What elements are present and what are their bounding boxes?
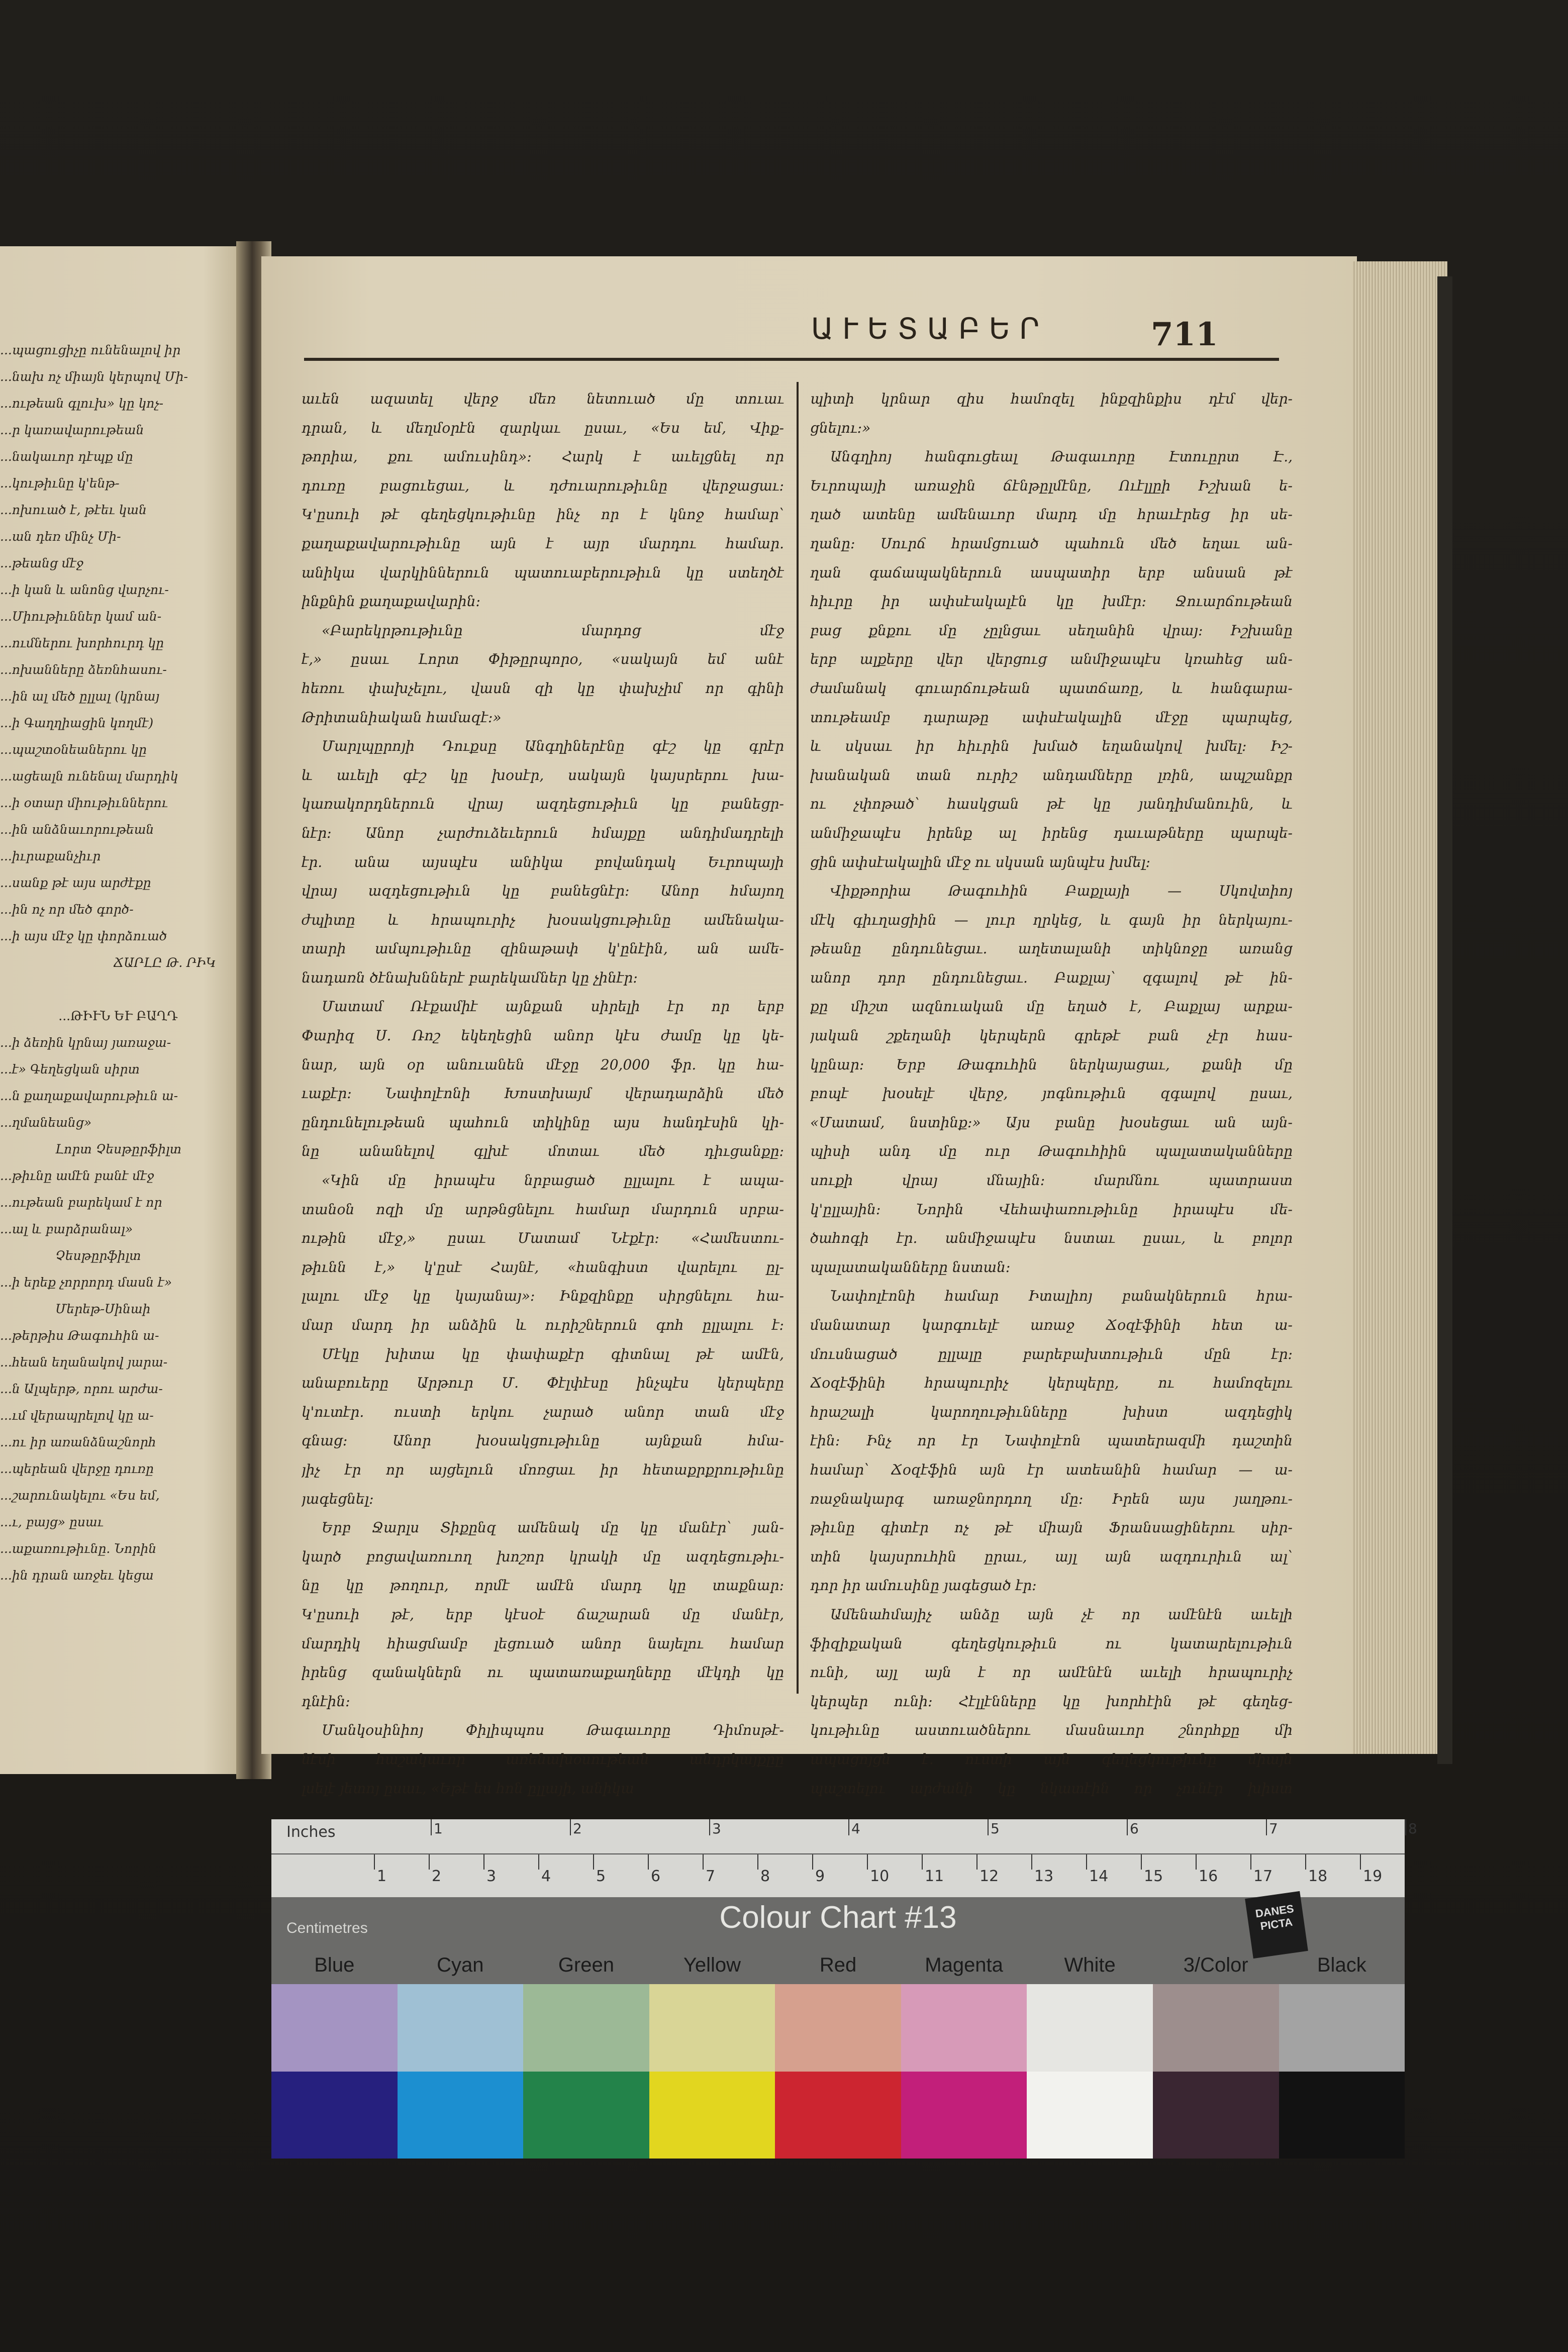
- cm-tick-label: 11: [925, 1868, 944, 1885]
- cm-tick-label: 16: [1199, 1868, 1218, 1885]
- cm-tick-label: 14: [1089, 1868, 1109, 1885]
- text-line: Կ'ըսուի թէ, երբ կէսօէ ճաշարան մը մանէր,: [302, 1606, 784, 1623]
- text-line: գնաց։ Անոր խօսակցութիւնը այնքան հմա-: [302, 1432, 784, 1449]
- text-line: նը անանելով գլխէ մոտաւ մեծ դիւցանքը։: [302, 1143, 784, 1160]
- inch-tick-label: 1: [434, 1820, 443, 1837]
- facing-page-line: ...ումներու խորհուրդ կը: [0, 636, 164, 650]
- text-line: ժպիտը և հրապուրիչ խօսակցութիւնը ամենակա-: [302, 911, 784, 928]
- text-line: ցին ափսէակալին մէջ ու սկսան այնպէս խմել։: [810, 853, 1150, 870]
- text-line: կերպեր ունի։ Հէլլէնները կը խորհէին թէ գեղեց-: [810, 1693, 1293, 1710]
- swatch-label: 3/Color: [1183, 1954, 1248, 1976]
- text-line: ղանը։ Սուրճ հրամցուած պահուն մեծ եղաւ ան-: [810, 535, 1293, 552]
- text-line: «Բարեկրթութիւնը մարդոց մէջ: [322, 622, 784, 639]
- cm-tick: [1360, 1854, 1383, 1885]
- text-line: սուքի վրայ մնային։ մարմնու պատրաստ: [810, 1172, 1293, 1189]
- text-line: անիկա վարկիններուն պատուաբերութիւն կը ստեղծէ: [302, 564, 784, 581]
- facing-page-line: ...պացուցիչը ունենալով իր: [0, 343, 181, 357]
- cm-tick: [483, 1854, 497, 1885]
- facing-page-line: ...ր կառավարութեան: [0, 423, 144, 437]
- swatch-tint: [1279, 1984, 1405, 2072]
- text-line: լսելէ յետոյ ըսաւ, «Եթէ ես հոն ըլլայի, անիկա: [302, 1780, 634, 1797]
- swatch-label: Magenta: [925, 1954, 1003, 1976]
- text-line: Երբ Ջարլս Տիքընզ ամենակ մը կը մանէր՝ յան-: [322, 1519, 784, 1536]
- colour-swatches: [271, 1984, 1405, 2159]
- ruler-inches-label: Inches: [286, 1823, 336, 1841]
- text-line: ընդունելութեան պահուն տիկինը այս հանդէսին կի-: [302, 1114, 784, 1131]
- page-edges: [1352, 261, 1447, 1754]
- facing-page-line: ...ութեան գլուխ» կը կոչ-: [0, 396, 164, 411]
- facing-page-line: ...հեան եղանակով յարա-: [0, 1355, 168, 1369]
- text-line: Մատամ Ռէքամիէ այնքան սիրելի էր որ երբ: [322, 998, 784, 1015]
- text-line: Փարիզ Ս. Ռոշ եկեղեցին անոր կէս ժամը կը կե-: [302, 1027, 784, 1044]
- swatch-tint: [901, 1984, 1027, 2072]
- facing-page-line: ...ւմ վերապրելով կը ա-: [0, 1408, 154, 1423]
- running-head: ԱՒԵՏԱԲԵՐ: [811, 312, 1049, 346]
- text-line: անմիջապէս իրենք ալ իրենց դաւաթները պարպե-: [810, 824, 1293, 841]
- text-line: Մարլպըրոյի Դուքսը Անգղիներէնը գէշ կը գրէր: [322, 738, 784, 755]
- facing-page-line: ...իւրաքանչիւր: [0, 849, 101, 863]
- inch-tick-label: 4: [851, 1820, 860, 1837]
- text-line: կընար։ Երբ Թագուհին ներկայացաւ, քանի մը: [810, 1056, 1293, 1073]
- cm-tick: [976, 1854, 999, 1885]
- text-line: էին։ Ինչ որ էր Նափոլէոն պատերազմի դաշտին: [810, 1432, 1293, 1449]
- swatch-tint: [523, 1984, 649, 2072]
- facing-page-line: ...ւ, բայց» ըսաւ: [0, 1515, 104, 1529]
- text-line: աւեն ազատել վերջ մեռ նետուած մը տուաւ: [302, 390, 784, 407]
- text-line: թիւնն է,» կ'ըսէ Հայնէ, «հանգիստ վարելու ըլ-: [302, 1258, 784, 1276]
- text-line: դոր իր ամուսինը յագեցած էր։: [810, 1577, 1037, 1594]
- cm-tick-label: 5: [596, 1868, 606, 1885]
- facing-page-line: Չեսթըրֆիլտ: [55, 1248, 141, 1263]
- cm-tick: [922, 1854, 944, 1885]
- text-line: նէր։ Անոր չարժուձեւերուն հմայքը անդիմադրելի: [302, 824, 784, 841]
- text-line: իրենց զանակներն ու պատառաքաղները մէկդի կը: [302, 1664, 784, 1681]
- ruler-centimetres-label: Centimetres: [286, 1920, 368, 1936]
- text-line: քաղաքավարութիւնը այն է այր մարդու համար.: [302, 535, 784, 552]
- facing-page-line: ...ան դեռ մինչ Մի-: [0, 529, 121, 544]
- swatch: [649, 1984, 775, 2159]
- swatch: [271, 1984, 398, 2159]
- text-line: Կ'ըսուի թէ գեղեցկութիւնը ինչ որ է կնոջ համար՝: [302, 506, 784, 523]
- text-line: պիսի անդ մը ուր Թագուհիին պալատականները: [810, 1143, 1293, 1160]
- cm-tick: [1141, 1854, 1163, 1885]
- swatch-solid: [271, 2072, 398, 2159]
- inch-tick: [988, 1819, 1000, 1837]
- inch-tick-label: 3: [712, 1820, 721, 1837]
- text-line: դուռը բացուեցաւ, և դժուարութիւնը վերջացաւ։: [302, 477, 784, 494]
- inch-tick: [1405, 1819, 1417, 1837]
- inch-tick-label: 6: [1130, 1820, 1139, 1837]
- text-line: թորիա, քու ամուսինդ»։ Հարկ է աւելցնել որ: [302, 448, 784, 465]
- text-line: մուսնացած ըլլալը բարեբախտութիւն մըն էր։: [810, 1345, 1293, 1362]
- cm-tick-label: 10: [870, 1868, 890, 1885]
- text-line: ինքնին քաղաքավարին։: [302, 593, 481, 610]
- text-line: ֆիզիքական գեղեցկութիւն ու կատարելութիւն: [810, 1635, 1293, 1652]
- swatch-label: Green: [558, 1954, 614, 1976]
- text-column-left: [302, 384, 784, 1803]
- facing-page-line: Մերեթ-Սինաի: [55, 1302, 151, 1316]
- facing-page-line: ...Միութիւններ կամ ան-: [0, 609, 162, 624]
- text-line: Վիքթորիա Թագուհին Բաքլայի — Սկովտիոյ: [830, 883, 1293, 900]
- cm-tick: [757, 1854, 770, 1885]
- swatch-solid: [649, 2072, 775, 2159]
- facing-page-line: ...ին անձնաւորութեան: [0, 822, 154, 837]
- cm-tick: [593, 1854, 606, 1885]
- text-line: մէկ գիւղացիին — լուր ղրկեց, և գայն իր ներկայու-: [810, 911, 1293, 928]
- facing-page-line: ...կութիւնը կ'ենթ-: [0, 476, 120, 491]
- cm-tick: [812, 1854, 825, 1885]
- swatch: [1153, 1984, 1279, 2159]
- swatch: [775, 1984, 901, 2159]
- text-line: և սկսաւ իր հիւրին խմած եղանակով խմել։ Իշ-: [810, 738, 1293, 755]
- facing-page-line: ...ն քաղաքավարութիւն ա-: [0, 1089, 178, 1103]
- text-line: տանօն ոզի մը արթնցնելու համար մարդուն սրբա-: [302, 1201, 784, 1218]
- cm-tick-label: 19: [1363, 1868, 1383, 1885]
- cm-tick: [867, 1854, 890, 1885]
- facing-page-line: ...ութեան բարեկամ է որ: [0, 1195, 162, 1210]
- text-line: նադառն ծէնախններէ բարեկամներ կը չինէր։: [302, 969, 638, 986]
- swatch: [1027, 1984, 1153, 2159]
- text-line: անոր դոր ընդունեցաւ. Բաքլայ՝ զգալով թէ ին-: [810, 969, 1293, 986]
- text-line: մարդիկ հիացմամբ լեցուած անոր նայելու համար: [302, 1635, 784, 1652]
- facing-page-left: [0, 246, 254, 1774]
- text-line: ու չփոթած՝ հասկցան թէ կը յանդիմանուին, և: [810, 796, 1293, 813]
- text-line: թիւնը գիտէր ոչ թէ միայն Ֆրանսացիներու սիր-: [810, 1519, 1293, 1536]
- swatch-tint: [775, 1984, 901, 2072]
- facing-page-line: ...ալ և բարձրանալ»: [0, 1222, 133, 1236]
- swatch-label: Yellow: [683, 1954, 741, 1976]
- cm-tick-label: 3: [486, 1868, 497, 1885]
- swatch-tint: [1153, 1984, 1279, 2072]
- text-line: ունի, այլ այն է որ ամէնէն աւելի հրապուրիչ: [810, 1664, 1293, 1681]
- swatch-solid: [901, 2072, 1027, 2159]
- facing-page-line: ...սանք թէ այս արժէքը: [0, 875, 151, 890]
- facing-page-line: ...ի այս մէջ կը փորձուած: [0, 929, 167, 943]
- cm-tick-label: 18: [1308, 1868, 1328, 1885]
- swatch-solid: [1279, 2072, 1405, 2159]
- text-line: ղան գաճապակներուն ասպատիր երբ անսան թէ: [810, 564, 1293, 581]
- text-line: համար՝ Ճօզէֆին այն էր ատեանին համար — ա-: [810, 1461, 1293, 1478]
- text-line: ւաքէր։ Նափոլէոնի Խոստխայմ վերադարձին մեծ: [302, 1085, 784, 1102]
- cm-tick-label: 2: [432, 1868, 442, 1885]
- swatch-solid: [523, 2072, 649, 2159]
- header-rule: [304, 358, 1279, 361]
- text-line: նը կը թողուր, որմէ ամէն մարդ կը տաքնար։: [302, 1577, 784, 1594]
- facing-page-line: ...շարունակելու «Ես եմ,: [0, 1488, 160, 1503]
- inch-tick: [1266, 1819, 1278, 1837]
- facing-page-line: ...թերթիս Թագուհին ա-: [0, 1328, 159, 1343]
- facing-page-line: ...ի երեք չորրորդ մասն է»: [0, 1275, 172, 1290]
- ruler-midline: [271, 1853, 1405, 1854]
- text-line: յական շքեղանի կերպերն գրեթէ բան չէր հաս-: [810, 1027, 1293, 1044]
- text-line: տարի ամպութիւնը զինաթափ կ'ընէին, ան ամե-: [302, 940, 784, 957]
- text-line: էր. անա այսպէս անիկա բովանդակ Եւրոպայի: [302, 853, 784, 870]
- cm-tick: [1305, 1854, 1328, 1885]
- facing-page-line: ...ին ոչ որ մեծ գործ-: [0, 902, 134, 917]
- text-line: կ'ըլլային։ Նորին Վեհափառութիւնը իրապէս մե-: [810, 1201, 1293, 1218]
- cm-tick: [648, 1854, 661, 1885]
- facing-page-line: ...ին դրան առջեւ կեցա: [0, 1568, 154, 1583]
- cm-tick-label: 15: [1144, 1868, 1163, 1885]
- cm-tick: [538, 1854, 551, 1885]
- swatch-label: Cyan: [437, 1954, 484, 1976]
- swatch: [901, 1984, 1027, 2159]
- text-line: Ամենահմայիչ անձը այն չէ որ ամէնէն աւելի: [830, 1606, 1293, 1623]
- facing-page-line: [0, 976, 236, 1003]
- swatch: [1279, 1984, 1405, 2159]
- text-line: կարծ բոցավառուող խոշոր կրակի մը ազդեցութիւ-: [302, 1548, 784, 1565]
- facing-page-line: ...ի օտար միութիւններու: [0, 796, 168, 810]
- swatch-label: Blue: [314, 1954, 355, 1976]
- cm-tick: [374, 1854, 387, 1885]
- cm-tick: [1031, 1854, 1054, 1885]
- facing-page-line: ...թիւնը ամէն բանէ մէջ: [0, 1168, 154, 1183]
- text-line: դնէին։: [302, 1693, 350, 1710]
- swatch-label: Red: [819, 1954, 857, 1976]
- swatch-tint: [398, 1984, 524, 2072]
- text-line: խանական տան ուրիշ անդամները լռին, ապշանքր: [810, 766, 1293, 783]
- facing-page-line: ՃԱՐԼԸ Թ. ՐԻԿ: [113, 955, 216, 970]
- facing-page-line: ...ացեալն ունենալ մարդիկ: [0, 769, 178, 783]
- facing-page-line: Լորտ Չեսթըրֆիլտ: [55, 1142, 182, 1156]
- facing-page-line: ...ոխանները ձեռնհասու-: [0, 662, 167, 677]
- cm-tick: [703, 1854, 716, 1885]
- cm-tick-label: 17: [1253, 1868, 1273, 1885]
- facing-page-text: [0, 337, 236, 1589]
- text-line: հրաշալի կարողութիւնները խիստ ազդեցիկ: [810, 1403, 1293, 1420]
- text-line: Մէկը խիտա կը փափաքէր գիտնալ թէ ամէն,: [322, 1345, 784, 1362]
- text-line: կ'ուտէր. ուստի երկու չարած անոր տան մէջ: [302, 1403, 784, 1420]
- inch-tick: [570, 1819, 582, 1837]
- swatch-tint: [649, 1984, 775, 2072]
- text-line: դրան, և մեղմօրէն զարկաւ ըսաւ, «Ես եմ, Վիք-: [302, 419, 784, 436]
- column-divider: [797, 382, 799, 1694]
- inch-tick: [848, 1819, 860, 1837]
- swatch-label: Black: [1317, 1954, 1366, 1976]
- text-line: Ճօզէֆինի հրապուրիչ կերպերը, ու համոզելու: [810, 1375, 1293, 1392]
- text-line: Անգղիոյ հանգուցեալ Թագաւորը Էտուըրտ Է.,: [830, 448, 1293, 465]
- swatch: [398, 1984, 524, 2159]
- text-line: վրայ ազդեցութիւն կը բանեցնէր։ Անոր հմայող: [302, 883, 784, 900]
- facing-page-line: ...ին ալ մեծ ըլլալ (կրնայ: [0, 689, 160, 704]
- text-line: բոպէ խօսելէ վերջ, յոգնութիւն զգալով ըսաւ,: [810, 1085, 1293, 1102]
- text-line: ժամանակ գուարճութեան պատճառը, և հանգարա-: [810, 679, 1293, 697]
- text-line: յագեցնել։: [302, 1490, 374, 1507]
- cm-tick-label: 7: [706, 1868, 716, 1885]
- text-line: ղած ատենը ամենաւոր մարդ մը հրաւէրեց իր սե-: [810, 506, 1293, 523]
- inch-tick-label: 8: [1408, 1820, 1417, 1837]
- cm-tick: [1250, 1854, 1273, 1885]
- facing-page-line: ...ի Գաղղիացին կողմէ): [0, 716, 154, 730]
- text-line: է,» ըսաւ Լորտ Փիթըրպորօ, «սակայն եմ անէ: [302, 651, 784, 668]
- facing-page-line: ...ու իր առանձնաշնորհ: [0, 1435, 156, 1449]
- swatch-tint: [271, 1984, 398, 2072]
- text-line: պալատականները նստան։: [810, 1258, 1011, 1276]
- cm-tick: [1086, 1854, 1109, 1885]
- text-line: անաբուերը Արթուր Մ. Փէլփէսը ինչպէս կերպերը: [302, 1375, 784, 1392]
- cm-tick-label: 8: [760, 1868, 770, 1885]
- facing-page-line: ...ոխուած է, թէեւ կան: [0, 503, 147, 517]
- cm-tick-label: 4: [541, 1868, 551, 1885]
- text-line: կութիւնը աստուածներու մասնաւոր շնորհքը մի: [810, 1722, 1293, 1739]
- text-line: ռաջնակարգ առաջնորդող մը։ Իրեն այս յաղթու-: [810, 1490, 1293, 1507]
- text-line: մար մարդ իր անձին և ուրիշներուն գոհ ըլլալու է։: [302, 1317, 784, 1333]
- text-line: պաշտելու արժանի կը նկատէին որ չունէր խիստ: [810, 1780, 1293, 1797]
- facing-page-line: ...աքառութիւնը. Նորին: [0, 1541, 157, 1556]
- facing-page-line: ...նակաւոր դէպք մը: [0, 449, 133, 464]
- page-number: 711: [1151, 316, 1218, 353]
- book-cover-edge: [1437, 276, 1452, 1764]
- cm-tick-label: 6: [651, 1868, 661, 1885]
- text-line: հեռու փախչելու, վասն զի կը փախչիմ որ գինի: [302, 679, 784, 697]
- swatch-tint: [1027, 1984, 1153, 2072]
- inch-tick: [1127, 1819, 1139, 1837]
- swatch-label: White: [1064, 1954, 1116, 1976]
- swatch-solid: [1153, 2072, 1279, 2159]
- facing-page-line: ...նախ ոչ միայն կերպով Մի-: [0, 369, 188, 384]
- text-line: պիտի կրնար զիս համոզել ինքզինքիս դէմ վեր-: [810, 390, 1293, 407]
- text-line: յիչ էր որ այցելուն մոռցաւ իր հետաքրքրութիւնը: [302, 1461, 784, 1478]
- facing-page-line: ...պերեան վերջը դուռը: [0, 1461, 154, 1476]
- inch-tick-label: 5: [991, 1820, 1000, 1837]
- cm-tick: [1196, 1854, 1218, 1885]
- text-column-right: [810, 384, 1293, 1803]
- text-line: բաց քնքու մը չըլնցաւ սեղանին վրայ։ Իշխանը: [810, 622, 1293, 639]
- swatch-solid: [398, 2072, 524, 2159]
- text-line: Եւրոպայի առաջին ճէնթըլմէնը, Ուէլլըի Իշխան ե-: [810, 477, 1293, 494]
- cm-tick-label: 9: [815, 1868, 825, 1885]
- colour-chart: [271, 1819, 1417, 2159]
- text-line: նար, այն օր անուանեն մէջը 20,000 ֆր. կը հա-: [302, 1056, 784, 1073]
- inch-tick: [431, 1819, 443, 1837]
- facing-page-line: ...է» Գեղեցկան սիրտ: [0, 1062, 140, 1076]
- text-line: ապացոյցն է. ուստի այն գեղեցկութիւնը միայն: [810, 1750, 1293, 1768]
- facing-page-line: ...ԹԻՒՆ ԵՒ ԲԱՂԴ: [58, 1009, 178, 1023]
- facing-page-line: ...ի կան և անոնց վարչու-: [0, 582, 169, 597]
- cm-tick-label: 12: [979, 1868, 999, 1885]
- text-line: հիւրը իր ափսէակալէն կը խմէր։ Ջուարճութեան: [810, 593, 1293, 610]
- facing-page-line: ...ղմանեանց»: [0, 1115, 92, 1130]
- text-line: Մանկօսինիոյ Փիլիպպոս Թագաւորը Դիմոսթէ-: [322, 1722, 784, 1739]
- swatch-solid: [775, 2072, 901, 2159]
- inch-tick-label: 7: [1269, 1820, 1278, 1837]
- text-line: ցնելու։»: [810, 419, 871, 436]
- facing-page-line: ...պաշտօնեաներու կը: [0, 742, 147, 757]
- text-line: Նափոլէոնի համար Իտալիոյ բանակներուն հրա-: [830, 1288, 1293, 1305]
- swatch: [523, 1984, 649, 2159]
- text-line: «Մատամ, նստինք։» Այս բանը խօսեցաւ ան այն-: [810, 1114, 1293, 1131]
- cm-tick-label: 1: [377, 1868, 387, 1885]
- colour-chart-title: Colour Chart #13: [719, 1900, 957, 1935]
- text-line: նէսի հաշակաւոր առենախօսութեան անդրկայքըը: [302, 1750, 784, 1768]
- text-line: տութեամբ դարաթը ափսէակալին մէջը պարպեց,: [810, 709, 1293, 726]
- swatch-labels: [271, 1954, 1405, 1982]
- text-line: լալու մէջ կը կայանայ»։ Ինքզինքը սիրցնելու հա-: [302, 1288, 784, 1305]
- text-line: մանատար կարգուելէ առաջ Ճօզէֆինի հետ ա-: [810, 1317, 1293, 1333]
- text-line: թեանը ընդունեցաւ. աղետալանի տիկնոջը առանց: [810, 940, 1293, 957]
- text-line: Թրիտանիական համազէ։»: [302, 709, 502, 726]
- danes-picta-logo: DANES PICTA: [1245, 1891, 1308, 1958]
- facing-page-line: ...թեանց մէջ: [0, 556, 83, 570]
- text-line: երբ ալքերը վեր վերցուց անմիջապէս կռահեց ան-: [810, 651, 1293, 668]
- text-line: ծահոգի էր. անմիջապէս նստաւ ըսաւ, և բոլոր: [810, 1230, 1293, 1247]
- text-line: և աւելի գէշ կը խօսէր, սակայն կայսրերու խա-: [302, 766, 784, 783]
- text-line: կառակորդներուն վրայ ազդեցութիւն կը բանեցր-: [302, 796, 784, 813]
- facing-page-line: ...ն Ալպերթ, որու արժա-: [0, 1382, 163, 1396]
- text-line: տին կայսրուհին ըրաւ, այլ այն ազդուրիւն ալ՝: [810, 1548, 1293, 1565]
- inch-tick-label: 2: [573, 1820, 582, 1837]
- text-line: քը միշտ ազնուական մը եղած է, Բաքլայ արքա-: [810, 998, 1293, 1015]
- cm-tick-label: 13: [1034, 1868, 1054, 1885]
- text-line: «Կին մը իրապէս նրբացած ըլլալու է ապա-: [322, 1172, 784, 1189]
- cm-tick: [429, 1854, 442, 1885]
- facing-page-line: ...ի ձեռին կրնայ յառաջա-: [0, 1035, 171, 1050]
- text-line: ութին մէջ,» ըսաւ Մատամ Նէքէր։ «Համեստու-: [302, 1230, 784, 1247]
- inch-tick: [709, 1819, 721, 1837]
- swatch-solid: [1027, 2072, 1153, 2159]
- ruler: [271, 1819, 1417, 1897]
